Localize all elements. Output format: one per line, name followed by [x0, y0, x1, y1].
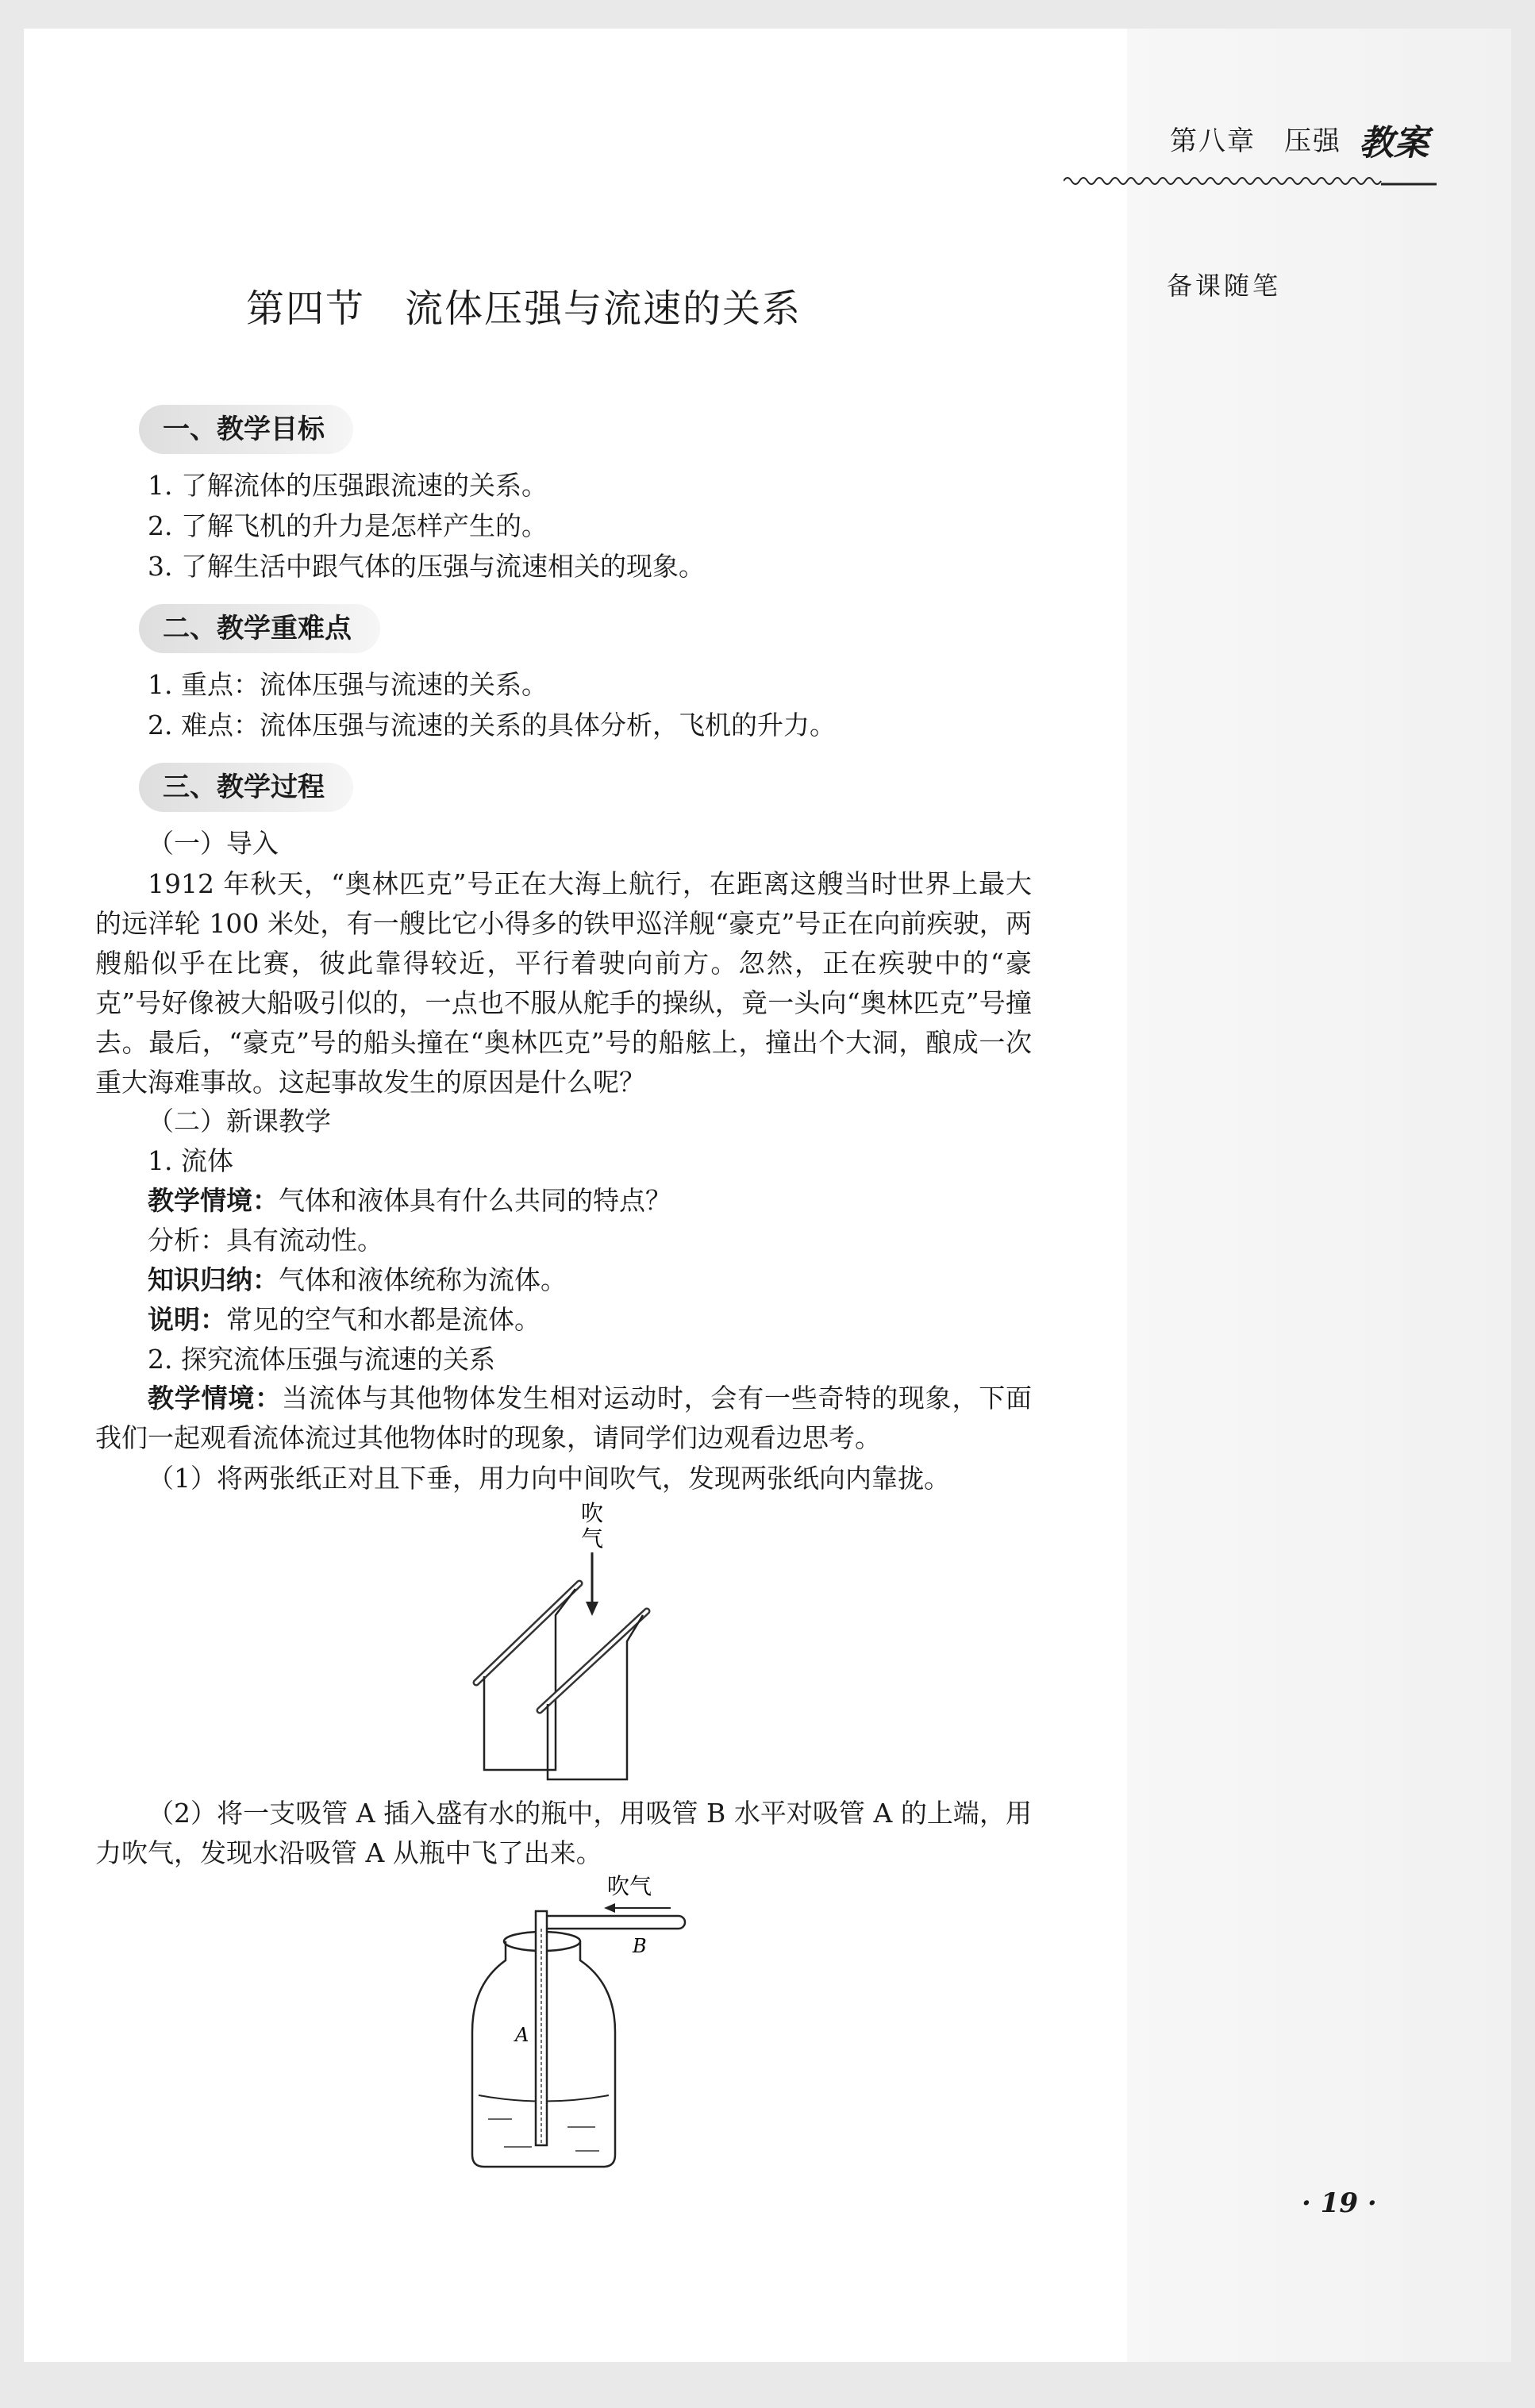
- new-lesson-heading: （二）新课教学: [148, 1106, 331, 1137]
- blow-label: 吹气: [607, 1873, 652, 1899]
- goal-item-1: 1. 了解流体的压强跟流速的关系。: [148, 470, 548, 501]
- goal-item-3: 3. 了解生活中跟气体的压强与流速相关的现象。: [148, 551, 705, 582]
- running-header: [1079, 119, 1429, 167]
- wavy-underline: [1064, 175, 1437, 187]
- blow-label-2: 气: [581, 1525, 604, 1552]
- keypoint-item-1: 1. 重点：流体压强与流速的关系。: [148, 669, 548, 700]
- process-heading: 三、教学过程: [139, 763, 353, 812]
- goals-heading: 一、教学目标: [139, 405, 353, 454]
- chapter-label: 第八章 压强: [1170, 125, 1341, 157]
- keypoints-heading: 二、教学重难点: [139, 604, 380, 653]
- experiment-2: （2）将一支吸管 A 插入盛有水的瓶中，用吸管 B 水平对吸管 A 的上端，用力吹气，发现水沿吸管 A 从瓶中飞了出来。: [95, 1798, 1032, 1868]
- note-label: 说明：: [148, 1304, 226, 1335]
- left-paper: [484, 1589, 575, 1770]
- situation-text: 气体和液体具有什么共同的特点？: [279, 1185, 671, 1216]
- knowledge-line: [148, 1263, 567, 1298]
- straw-bottle-figure: [456, 1873, 718, 2175]
- situation2-text: 当流体与其他物体发生相对运动时，会有一些奇特的现象，下面我们一起观看流体流过其他物体时的现象，请同学们边观看边思考。: [95, 1383, 1032, 1453]
- section-title: 第四节 流体压强与流速的关系: [246, 287, 802, 331]
- situation2-label: 教学情境：: [148, 1383, 282, 1414]
- straw-a-label: A: [515, 2024, 529, 2046]
- notes-margin: [1127, 29, 1511, 2362]
- straw-b-label: B: [633, 1935, 647, 1957]
- intro-paragraph: 1912 年秋天，“奥林匹克”号正在大海上航行，在距离这艘当时世界上最大的远洋轮 100 米处，有一艘比它小得多的铁甲巡洋舰“豪克”号正在向前疾驶，两艘船似乎在比赛，彼此靠得较近，平行着驶向前方。忽然，正在疾驶中的“豪克”号好像被大船吸引似的，一点也不服从舵手的操纵，竟一头向“奥林匹克”号撞去。最后，“豪克”号的船头撞在“奥林匹克”号的船舷上，撞出个大洞，酿成一次重大海难事故。这起事故发生的原因是什么呢？: [95, 868, 1032, 1098]
- situation-line: [148, 1183, 671, 1218]
- keypoint-item-2: 2. 难点：流体压强与流速的关系的具体分析，飞机的升力。: [148, 710, 836, 740]
- right-paper: [548, 1615, 643, 1779]
- flow-arrow-head: [604, 1903, 615, 1913]
- note-line: [148, 1302, 541, 1337]
- goal-item-2: 2. 了解飞机的升力是怎样产生的。: [148, 510, 548, 541]
- fluid-heading: 1. 流体: [148, 1145, 233, 1176]
- situation-label: 教学情境：: [148, 1185, 279, 1216]
- sidebar-title: 备课随笔: [1167, 271, 1282, 301]
- page-number: · 19 ·: [1302, 2187, 1377, 2219]
- knowledge-text: 气体和液体统称为流体。: [279, 1264, 567, 1295]
- situation2-paragraph: [95, 1379, 1032, 1458]
- experiment-1: （1）将两张纸正对且下垂，用力向中间吹气，发现两张纸向内靠拢。: [148, 1463, 950, 1494]
- brand-label: 教案: [1359, 123, 1429, 163]
- knowledge-label: 知识归纳：: [148, 1264, 279, 1295]
- analysis-line: 分析：具有流动性。: [148, 1225, 383, 1256]
- note-text: 常见的空气和水都是流体。: [226, 1304, 541, 1335]
- explore-heading: 2. 探究流体压强与流速的关系: [148, 1344, 495, 1375]
- blow-label-1: 吹: [581, 1500, 604, 1526]
- paper-blow-figure: [460, 1500, 683, 1786]
- intro-heading: （一）导入: [148, 828, 279, 859]
- straw-b: [542, 1916, 685, 1929]
- blow-arrow-head: [586, 1602, 598, 1616]
